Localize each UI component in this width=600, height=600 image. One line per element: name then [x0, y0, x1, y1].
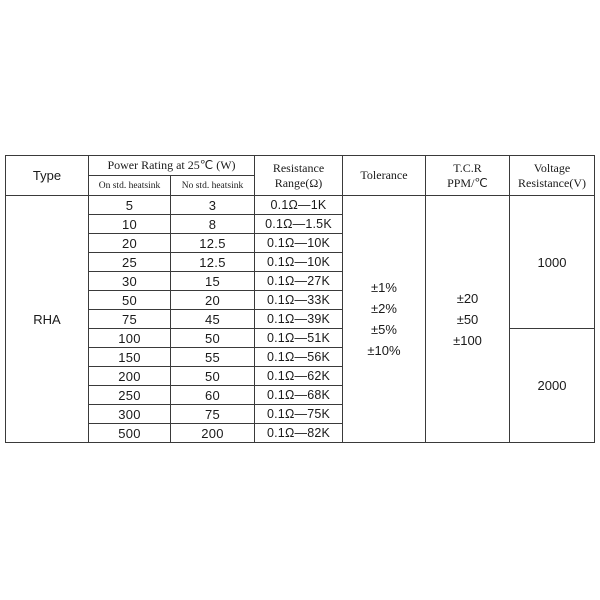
- tcr-header: T.C.R PPM/℃: [426, 156, 510, 196]
- power-on-heatsink-cell: 20: [89, 234, 171, 253]
- power-no-heatsink-cell: 8: [171, 215, 255, 234]
- tcr-values: [426, 196, 510, 443]
- type-value: RHA: [6, 196, 89, 443]
- voltage-value: 2000: [510, 329, 595, 443]
- power-on-heatsink-cell: 5: [89, 196, 171, 215]
- resistance-range-cell: 0.1Ω—33K: [255, 291, 343, 310]
- resistance-range-cell: 0.1Ω—10K: [255, 234, 343, 253]
- power-on-heatsink-cell: 300: [89, 405, 171, 424]
- resistance-range-cell: 0.1Ω—1K: [255, 196, 343, 215]
- power-no-heatsink-cell: 50: [171, 329, 255, 348]
- power-no-heatsink-cell: 200: [171, 424, 255, 443]
- resistance-range-cell: 0.1Ω—75K: [255, 405, 343, 424]
- type-header: Type: [6, 156, 89, 196]
- power-on-heatsink-cell: 100: [89, 329, 171, 348]
- resistance-range-cell: 0.1Ω—10K: [255, 253, 343, 272]
- power-on-heatsink-cell: 50: [89, 291, 171, 310]
- power-no-heatsink-cell: 75: [171, 405, 255, 424]
- power-no-heatsink-cell: 12.5: [171, 234, 255, 253]
- power-no-heatsink-cell: 12.5: [171, 253, 255, 272]
- power-no-heatsink-cell: 3: [171, 196, 255, 215]
- tcr-value: ±20: [456, 290, 479, 306]
- resistance-range-cell: 0.1Ω—68K: [255, 386, 343, 405]
- resistance-range-cell: 0.1Ω—1.5K: [255, 215, 343, 234]
- power-on-heatsink-cell: 200: [89, 367, 171, 386]
- power-no-heatsink-cell: 60: [171, 386, 255, 405]
- on-heatsink-header: On std. heatsink: [89, 176, 171, 196]
- power-on-heatsink-cell: 250: [89, 386, 171, 405]
- power-on-heatsink-cell: 10: [89, 215, 171, 234]
- power-no-heatsink-cell: 45: [171, 310, 255, 329]
- resistance-range-cell: 0.1Ω—82K: [255, 424, 343, 443]
- resistance-range-cell: 0.1Ω—51K: [255, 329, 343, 348]
- resistance-range-cell: 0.1Ω—62K: [255, 367, 343, 386]
- power-on-heatsink-cell: 75: [89, 310, 171, 329]
- power-rating-header: Power Rating at 25℃ (W): [89, 156, 255, 176]
- voltage-value: 1000: [510, 196, 595, 329]
- power-on-heatsink-cell: 500: [89, 424, 171, 443]
- power-no-heatsink-cell: 20: [171, 291, 255, 310]
- resistance-range-cell: 0.1Ω—56K: [255, 348, 343, 367]
- power-on-heatsink-cell: 150: [89, 348, 171, 367]
- tcr-value: ±50: [456, 311, 479, 327]
- tolerance-value: ±10%: [367, 343, 401, 358]
- resistance-range-cell: 0.1Ω—27K: [255, 272, 343, 291]
- tolerance-header: Tolerance: [343, 156, 426, 196]
- power-no-heatsink-cell: 50: [171, 367, 255, 386]
- no-heatsink-header: No std. heatsink: [171, 176, 255, 196]
- power-on-heatsink-cell: 30: [89, 272, 171, 291]
- voltage-resistance-header: Voltage Resistance(V): [510, 156, 595, 196]
- power-no-heatsink-cell: 55: [171, 348, 255, 367]
- resistance-range-header: Resistance Range(Ω): [255, 156, 343, 196]
- spec-table: [5, 155, 595, 443]
- tolerance-value: ±5%: [371, 322, 397, 337]
- tolerance-value: ±1%: [371, 280, 397, 295]
- tolerance-value: ±2%: [371, 301, 397, 316]
- tolerance-values: [343, 196, 426, 443]
- power-on-heatsink-cell: 25: [89, 253, 171, 272]
- resistance-range-cell: 0.1Ω—39K: [255, 310, 343, 329]
- power-no-heatsink-cell: 15: [171, 272, 255, 291]
- table-row: [6, 196, 595, 215]
- tcr-value: ±100: [453, 332, 482, 348]
